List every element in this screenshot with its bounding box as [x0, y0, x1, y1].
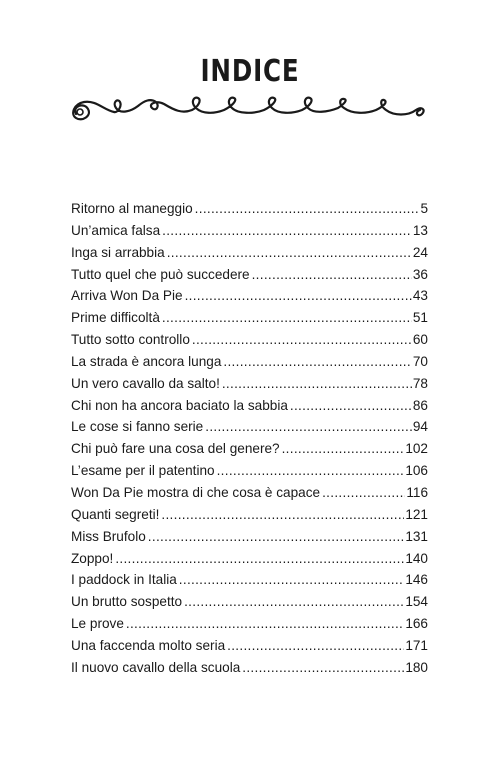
toc-entry-title: Le cose si fanno serie [71, 419, 204, 435]
toc-entry-title: Prime difficoltà [71, 310, 160, 326]
toc-entry-page: 24 [412, 244, 428, 260]
toc-entry[interactable] [71, 242, 428, 264]
toc-entry[interactable] [71, 569, 428, 591]
toc-entry-page: 102 [405, 441, 428, 457]
toc-entry[interactable] [71, 591, 428, 613]
toc-dot-leader [223, 351, 411, 373]
toc-entry[interactable] [71, 613, 428, 635]
toc-entry-page: 51 [412, 310, 428, 326]
toc-dot-leader [162, 307, 412, 329]
toc-entry-page: 140 [405, 550, 428, 566]
toc-dot-leader [205, 416, 412, 438]
toc-entry[interactable] [71, 373, 428, 395]
toc-entry-title: Un vero cavallo da salto! [71, 375, 220, 391]
toc-entry-page: 180 [405, 659, 428, 675]
toc-entry-page: 60 [412, 332, 428, 348]
toc-entry-title: Chi non ha ancora baciato la sabbia [71, 397, 288, 413]
toc-entry-title: Won Da Pie mostra di che cosa è capace [71, 484, 321, 500]
toc-dot-leader [242, 657, 404, 679]
toc-entry-title: Zoppo! [71, 550, 114, 566]
toc-entry-page: 70 [412, 353, 428, 369]
toc-entry-title: L’esame per il patentino [71, 463, 215, 479]
toc-entry[interactable] [71, 438, 428, 460]
toc-entry-page: 106 [405, 463, 428, 479]
toc-entry-title: I paddock in Italia [71, 572, 177, 588]
toc-entry-title: Tutto quel che può succedere [71, 266, 250, 282]
toc-entry-title: Tutto sotto controllo [71, 332, 190, 348]
toc-entry-title: Il nuovo cavallo della scuola [71, 659, 241, 675]
toc-dot-leader [322, 482, 405, 504]
toc-entry-title: Quanti segreti! [71, 506, 160, 522]
toc-entry[interactable] [71, 285, 428, 307]
toc-entry-title: Arriva Won Da Pie [71, 288, 183, 304]
toc-entry[interactable] [71, 548, 428, 570]
toc-dot-leader [252, 264, 412, 286]
decorative-flourish [64, 92, 436, 132]
toc-dot-leader [185, 285, 412, 307]
toc-dot-leader [184, 591, 404, 613]
toc-entry[interactable] [71, 635, 428, 657]
toc-dot-leader [222, 373, 412, 395]
toc-entry[interactable] [71, 351, 428, 373]
toc-entry-title: Chi può fare una cosa del genere? [71, 441, 280, 457]
toc-dot-leader [195, 198, 420, 220]
toc-dot-leader [148, 526, 405, 548]
toc-entry-title: Un brutto sospetto [71, 594, 183, 610]
toc-entry[interactable] [71, 416, 428, 438]
toc-entry-page: 86 [412, 397, 428, 413]
toc-entry[interactable] [71, 264, 428, 286]
toc-entry-title: Le prove [71, 616, 124, 632]
table-of-contents [71, 198, 428, 679]
toc-entry-page: 13 [412, 222, 428, 238]
toc-entry[interactable] [71, 460, 428, 482]
toc-entry-page: 166 [405, 616, 428, 632]
toc-entry-page: 116 [406, 484, 428, 500]
toc-dot-leader [217, 460, 405, 482]
toc-entry-page: 5 [420, 201, 428, 216]
page-title: INDICE [200, 54, 300, 89]
toc-entry-page: 121 [405, 506, 428, 522]
toc-dot-leader [290, 395, 412, 417]
toc-dot-leader [179, 569, 405, 591]
toc-dot-leader [161, 504, 404, 526]
toc-entry-page: 94 [412, 419, 428, 435]
toc-entry-title: La strada è ancora lunga [71, 353, 222, 369]
toc-dot-leader [126, 613, 404, 635]
toc-entry-page: 78 [412, 375, 428, 391]
toc-entry-title: Una faccenda molto seria [71, 637, 226, 653]
toc-entry[interactable] [71, 657, 428, 679]
toc-entry-title: Un’amica falsa [71, 222, 161, 238]
toc-entry[interactable] [71, 395, 428, 417]
toc-dot-leader [282, 438, 405, 460]
toc-entry[interactable] [71, 220, 428, 242]
toc-entry-page: 146 [405, 572, 428, 588]
toc-entry-title: Inga si arrabbia [71, 244, 165, 260]
toc-entry-page: 36 [412, 266, 428, 282]
toc-dot-leader [167, 242, 412, 264]
toc-dot-leader [227, 635, 404, 657]
toc-entry-page: 43 [412, 288, 428, 304]
toc-entry-page: 171 [405, 637, 428, 653]
toc-dot-leader [192, 329, 412, 351]
toc-entry-page: 131 [405, 528, 428, 544]
toc-entry[interactable] [71, 526, 428, 548]
toc-dot-leader [115, 548, 404, 570]
toc-entry-page: 154 [405, 594, 428, 610]
toc-entry[interactable] [71, 329, 428, 351]
toc-entry[interactable] [71, 504, 428, 526]
toc-entry-title: Ritorno al maneggio [71, 201, 193, 216]
toc-entry[interactable] [71, 198, 428, 220]
toc-dot-leader [162, 220, 412, 242]
toc-entry-title: Miss Brufolo [71, 528, 146, 544]
toc-entry[interactable] [71, 482, 428, 504]
toc-entry[interactable] [71, 307, 428, 329]
